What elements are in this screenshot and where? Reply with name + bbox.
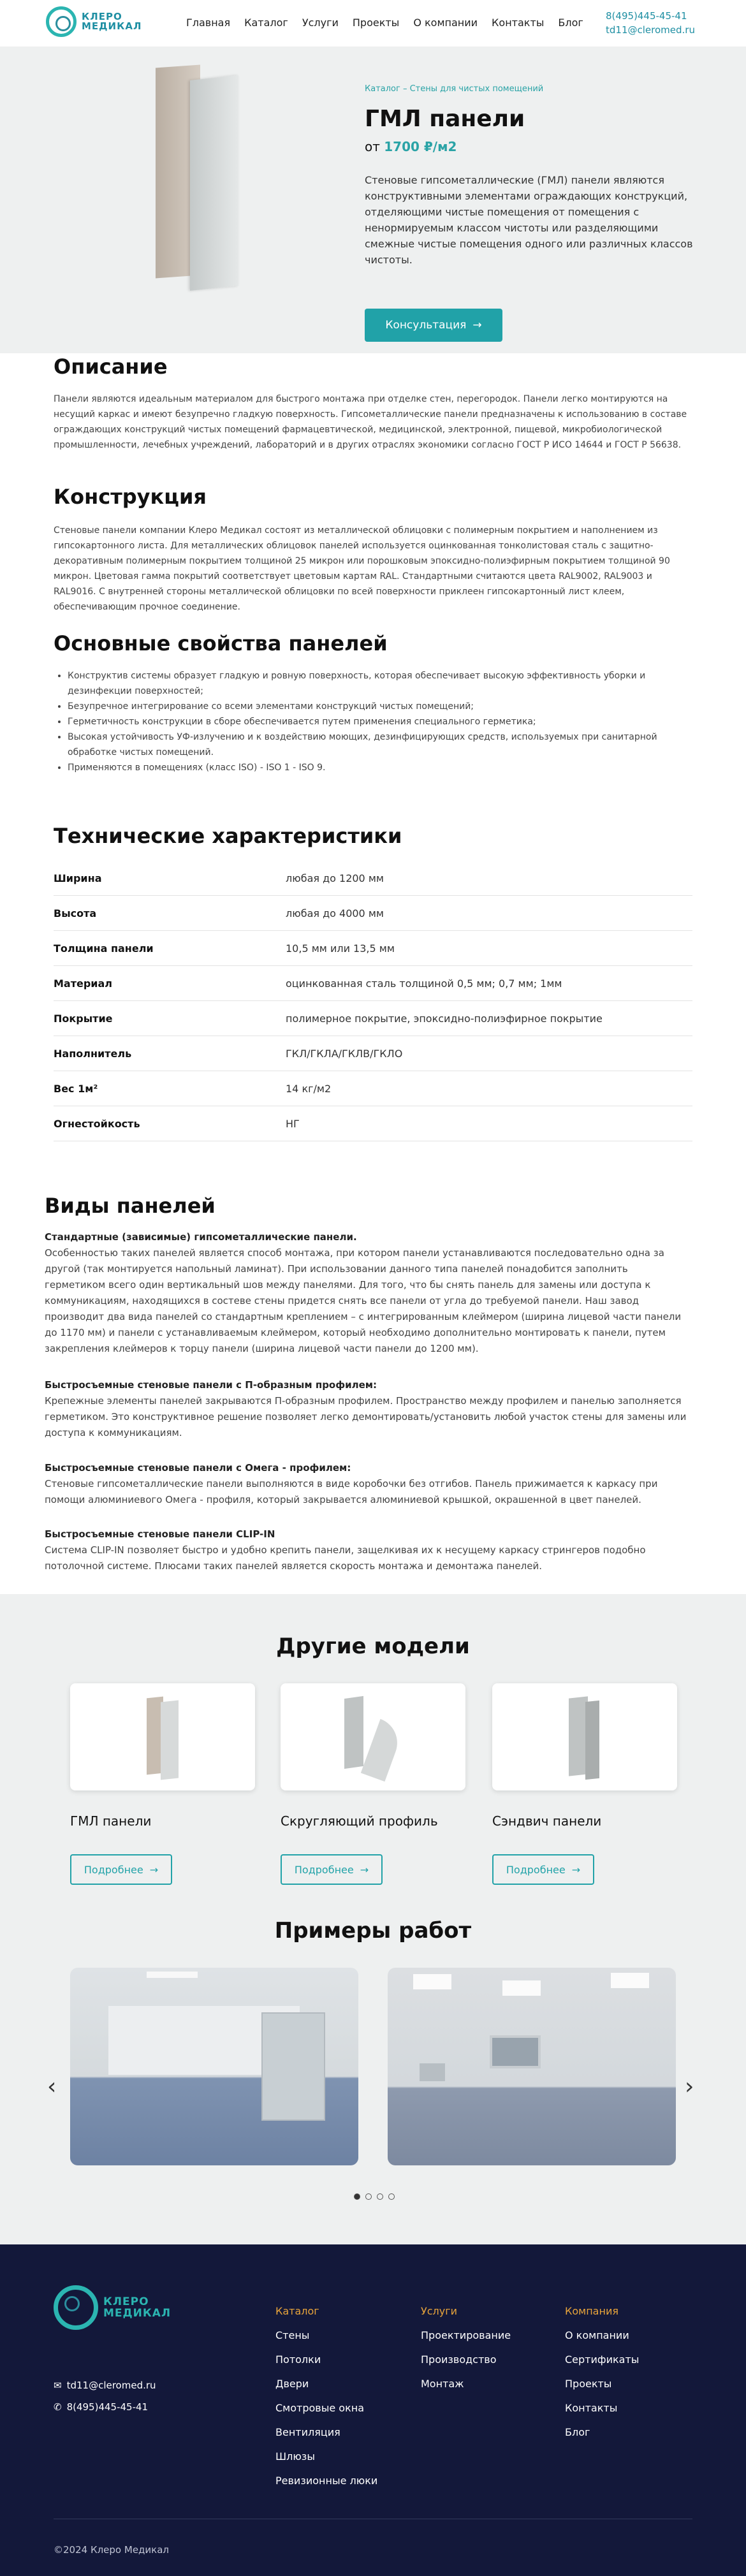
carousel-dot[interactable] bbox=[365, 2193, 372, 2200]
type-text: Особенностью таких панелей является способ монтажа, при котором панели устанавливаются последовательно одна за другой (так монтируется напольный ламинат). При использовании данного типа панелей понадобится заполнить герметиком всего один вертикальный шов между панелями. Для того, что бы снять панель для замены или доступа к коммуникациям, находящихся в состеве стены придется снять все панели от угла до требуемой панели. Наш завод производит два вида панелей со стандартным креплением – с интегрированным клеймером (ширина лицевой части панели до 1170 мм) и панели с устанавливаемым клеймером, который необходимо дополнительно монтировать к панели, путем закрепления клеймеров к торцу панели (ширина лицевой части панели до 1200 мм). bbox=[45, 1247, 682, 1354]
spec-key: Покрытие bbox=[54, 1012, 113, 1025]
list-item: • Герметичность конструкции в сборе обеспечивается путем применения специального герметика; bbox=[68, 714, 691, 729]
carousel-dot[interactable] bbox=[354, 2193, 360, 2200]
arrow-right-icon: → bbox=[360, 1863, 369, 1876]
nav-contacts[interactable]: Контакты bbox=[492, 17, 545, 29]
mail-icon: ✉ bbox=[54, 2380, 62, 2391]
chevron-left-icon: ‹ bbox=[47, 2074, 57, 2100]
spec-value: ГКЛ/ГКЛА/ГКЛВ/ГКЛО bbox=[286, 1047, 403, 1060]
footer-link[interactable]: Контакты bbox=[565, 2402, 618, 2414]
nav-home[interactable]: Главная bbox=[186, 17, 231, 29]
type-block-p-profile bbox=[45, 1377, 689, 1441]
arrow-right-icon: → bbox=[571, 1863, 581, 1876]
properties-list bbox=[54, 668, 691, 775]
price bbox=[365, 139, 457, 154]
footer-link[interactable]: О компании bbox=[565, 2329, 629, 2341]
chevron-right-icon: › bbox=[685, 2074, 694, 2100]
model-name: Скругляющий профиль bbox=[281, 1813, 438, 1829]
spec-value: любая до 1200 мм bbox=[286, 872, 384, 884]
type-block-standard bbox=[45, 1229, 689, 1357]
model-image bbox=[70, 1683, 255, 1790]
type-title: Быстросъемные стеновые панели с П-образным профилем: bbox=[45, 1379, 377, 1391]
footer-logo[interactable]: КЛЕРО МЕДИКАЛ bbox=[54, 2285, 171, 2330]
table-row bbox=[54, 931, 692, 966]
work-photo[interactable] bbox=[70, 1968, 358, 2165]
model-card[interactable] bbox=[281, 1683, 465, 1885]
construction-title: Конструкция bbox=[54, 485, 207, 509]
spec-value: оцинкованная сталь толщиной 0,5 мм; 0,7 мм; 1мм bbox=[286, 977, 562, 990]
table-row bbox=[54, 1071, 692, 1106]
spec-key: Высота bbox=[54, 907, 97, 919]
consultation-label: Консультация bbox=[385, 319, 467, 332]
nav-about[interactable]: О компании bbox=[413, 17, 478, 29]
nav-catalog[interactable]: Каталог bbox=[244, 17, 288, 29]
logo-icon bbox=[46, 6, 77, 37]
footer-link[interactable]: Шлюзы bbox=[275, 2450, 315, 2463]
footer-link[interactable]: Двери bbox=[275, 2378, 309, 2390]
spec-value: полимерное покрытие, эпоксидно-полиэфирное покрытие bbox=[286, 1012, 603, 1025]
table-row bbox=[54, 896, 692, 931]
footer-col-catalog bbox=[275, 2299, 377, 2493]
main-nav bbox=[186, 17, 583, 29]
product-image bbox=[149, 66, 244, 291]
more-button[interactable]: Подробнее → bbox=[492, 1854, 594, 1885]
price-prefix: от bbox=[365, 139, 380, 154]
spec-value: НГ bbox=[286, 1117, 300, 1130]
header-phone[interactable]: 8(495)445-45-41 bbox=[606, 10, 687, 22]
logo-line2: МЕДИКАЛ bbox=[82, 20, 142, 32]
footer-link[interactable]: Блог bbox=[565, 2426, 590, 2438]
properties-title: Основные свойства панелей bbox=[54, 631, 388, 655]
other-models-title: Другие модели bbox=[276, 1634, 470, 1659]
arrow-right-icon: → bbox=[472, 319, 482, 332]
footer-col-title: Компания bbox=[565, 2305, 618, 2317]
works-title: Примеры работ bbox=[274, 1918, 472, 1943]
list-item: • Применяются в помещениях (класс ISO) - ISO 1 - ISO 9. bbox=[68, 760, 691, 775]
more-button[interactable]: Подробнее → bbox=[70, 1854, 172, 1885]
spec-key: Ширина bbox=[54, 872, 102, 884]
header-email[interactable]: td11@cleromed.ru bbox=[606, 24, 695, 36]
type-text: Крепежные элементы панелей закрываются П-образным профилем. Пространство между профилем и панелью заполняется герметиком. Это конструктивное решение позволяет легко демонтировать/установить любой участок стены для замены или доступа к коммуникациям. bbox=[45, 1395, 687, 1438]
spec-key: Толщина панели bbox=[54, 942, 154, 955]
model-image bbox=[492, 1683, 677, 1790]
description-text: Панели являются идеальным материалом для быстрого монтажа при отделке стен, перегородок. Панели легко монтируются на несущий каркас и имеют безупречно гладкую поверхность. Гипсометаллические панели предназначены к использованию в составе ограждающих конструкций чистых помещений фармацевтической, медицинской, электронной, пищевой, микробиологической промышленности, лечебных учреждений, лабораторий и в других отраслях экономики согласно ГОСТ Р ИСО 14644 и ГОСТ Р 56638. bbox=[54, 394, 687, 450]
table-row bbox=[54, 1001, 692, 1036]
carousel-dot[interactable] bbox=[377, 2193, 383, 2200]
footer-link[interactable]: Монтаж bbox=[421, 2378, 464, 2390]
description-title: Описание bbox=[54, 355, 168, 379]
model-name: Сэндвич панели bbox=[492, 1813, 602, 1829]
footer-email[interactable]: ✉ td11@cleromed.ru bbox=[54, 2380, 156, 2391]
footer-col-services bbox=[421, 2299, 511, 2396]
spec-key: Огнестойкость bbox=[54, 1117, 140, 1130]
footer-link[interactable]: Проекты bbox=[565, 2378, 612, 2390]
carousel-prev-button[interactable] bbox=[47, 2074, 56, 2100]
work-photo[interactable] bbox=[388, 1968, 676, 2165]
logo-line1: КЛЕРО bbox=[82, 11, 122, 22]
spec-value: 14 кг/м2 bbox=[286, 1082, 332, 1095]
copyright: ©2024 Клеро Медикал bbox=[54, 2544, 170, 2556]
footer-link[interactable]: Производство bbox=[421, 2353, 497, 2366]
type-title: Быстросъемные стеновые панели CLIP-IN bbox=[45, 1528, 275, 1540]
table-row bbox=[54, 1106, 692, 1141]
carousel-dots bbox=[354, 2193, 395, 2200]
footer-col-title: Услуги bbox=[421, 2305, 458, 2317]
table-row bbox=[54, 966, 692, 1001]
construction-text: Стеновые панели компании Клеро Медикал состоят из металлической облицовки с полимерным покрытием и наполнением из гипсокартонного листа. Для металлических облицовок панелей используется оцинкованная тонколистовая сталь с защитно-декоративным полимерным покрытием толщиной 25 микрон или порошковым эпоксидно-полиэфирным покрытием толщиной 90 микрон. Цветовая гамма покрытий соответствует цветовым картам RAL. Стандартными считаются цвета RAL9002, RAL9003 и RAL9016. С внутренней стороны металлической облицовки по всей поверхности приклеен гипсокартонный лист клеем, обеспечивающим прочное соединение. bbox=[54, 525, 670, 612]
model-card[interactable] bbox=[492, 1683, 677, 1885]
site-header bbox=[0, 0, 746, 47]
type-title: Быстросъемные стеновые панели с Омега - профилем: bbox=[45, 1462, 351, 1474]
carousel-next-button[interactable] bbox=[685, 2074, 694, 2100]
model-card[interactable] bbox=[70, 1683, 255, 1885]
spec-value: 10,5 мм или 13,5 мм bbox=[286, 942, 395, 955]
footer-link[interactable]: Проектирование bbox=[421, 2329, 511, 2341]
footer-link[interactable]: Сертификаты bbox=[565, 2353, 640, 2366]
more-button[interactable]: Подробнее → bbox=[281, 1854, 383, 1885]
specs-table bbox=[54, 861, 692, 1141]
spec-value: любая до 4000 мм bbox=[286, 907, 384, 919]
model-image bbox=[281, 1683, 465, 1790]
spec-key: Наполнитель bbox=[54, 1047, 132, 1060]
logo-icon bbox=[54, 2285, 98, 2330]
type-text: Стеновые гипсометаллические панели выполняются в виде коробочки без отгибов. Панель прижимается к каркасу при помощи алюминиевого Омега - профиля, который закрывается алюминиевой крышкой, окрашенной в цвет панелей. bbox=[45, 1478, 658, 1505]
spec-key: Материал bbox=[54, 977, 113, 990]
footer-link[interactable]: Вентиляция bbox=[275, 2426, 340, 2438]
list-item: • Безупречное интегрирование со всеми элементами конструкций чистых помещений; bbox=[68, 699, 691, 714]
spec-key: Вес 1м² bbox=[54, 1082, 98, 1095]
header-contacts bbox=[606, 9, 695, 37]
list-item: • Высокая устойчивость УФ-излучению и к воздействию моющих, дезинфицирующих средств, используемых при санитарной обработке чистых помещений. bbox=[68, 729, 691, 760]
footer-col-title: Каталог bbox=[275, 2305, 319, 2317]
hero-description: Стеновые гипсометаллические (ГМЛ) панели являются конструктивными элементами ограждающих конструкций, отделяющими чистые помещения от помещения с ненормируемым классом чистоты или разделяющими смежные чистые помещения одного или различных классов чистоты. bbox=[365, 174, 693, 266]
phone-icon: ✆ bbox=[54, 2401, 62, 2413]
type-block-clip-in bbox=[45, 1526, 689, 1574]
footer-col-company bbox=[565, 2299, 639, 2445]
table-row bbox=[54, 861, 692, 896]
footer-link[interactable]: Ревизионные люки bbox=[275, 2475, 378, 2487]
specs-title: Технические характеристики bbox=[54, 824, 402, 848]
footer-phone[interactable]: ✆ 8(495)445-45-41 bbox=[54, 2401, 149, 2413]
carousel-dot[interactable] bbox=[388, 2193, 395, 2200]
list-item: • Конструктив системы образует гладкую и ровную поверхность, которая обеспечивает высокую эффективность уборки и дезинфекции поверхностей; bbox=[68, 668, 691, 699]
table-row bbox=[54, 1036, 692, 1071]
type-block-omega bbox=[45, 1460, 689, 1508]
logo[interactable] bbox=[46, 6, 142, 37]
footer-link[interactable]: Стены bbox=[275, 2329, 310, 2341]
footer-link[interactable]: Потолки bbox=[275, 2353, 321, 2366]
nav-blog[interactable]: Блог bbox=[558, 17, 583, 29]
type-title: Стандартные (зависимые) гипсометаллические панели. bbox=[45, 1231, 357, 1243]
type-text: Система CLIP-IN позволяет быстро и удобно крепить панели, защелкивая их к несущему каркасу стрингеров подобно потолочной системе. Плюсами таких панелей является скорость монтажа и демонтажа панелей. bbox=[45, 1544, 646, 1572]
model-name: ГМЛ панели bbox=[70, 1813, 152, 1829]
nav-services[interactable]: Услуги bbox=[302, 17, 339, 29]
site-footer bbox=[0, 2244, 746, 2576]
price-value: 1700 ₽/м2 bbox=[384, 139, 457, 154]
nav-projects[interactable]: Проекты bbox=[352, 17, 400, 29]
footer-link[interactable]: Смотровые окна bbox=[275, 2402, 365, 2414]
types-title: Виды панелей bbox=[45, 1194, 216, 1218]
consultation-button[interactable] bbox=[365, 309, 502, 342]
page-title: ГМЛ панели bbox=[365, 106, 525, 132]
breadcrumb[interactable]: Каталог – Стены для чистых помещений bbox=[365, 84, 544, 94]
arrow-right-icon: → bbox=[149, 1863, 159, 1876]
